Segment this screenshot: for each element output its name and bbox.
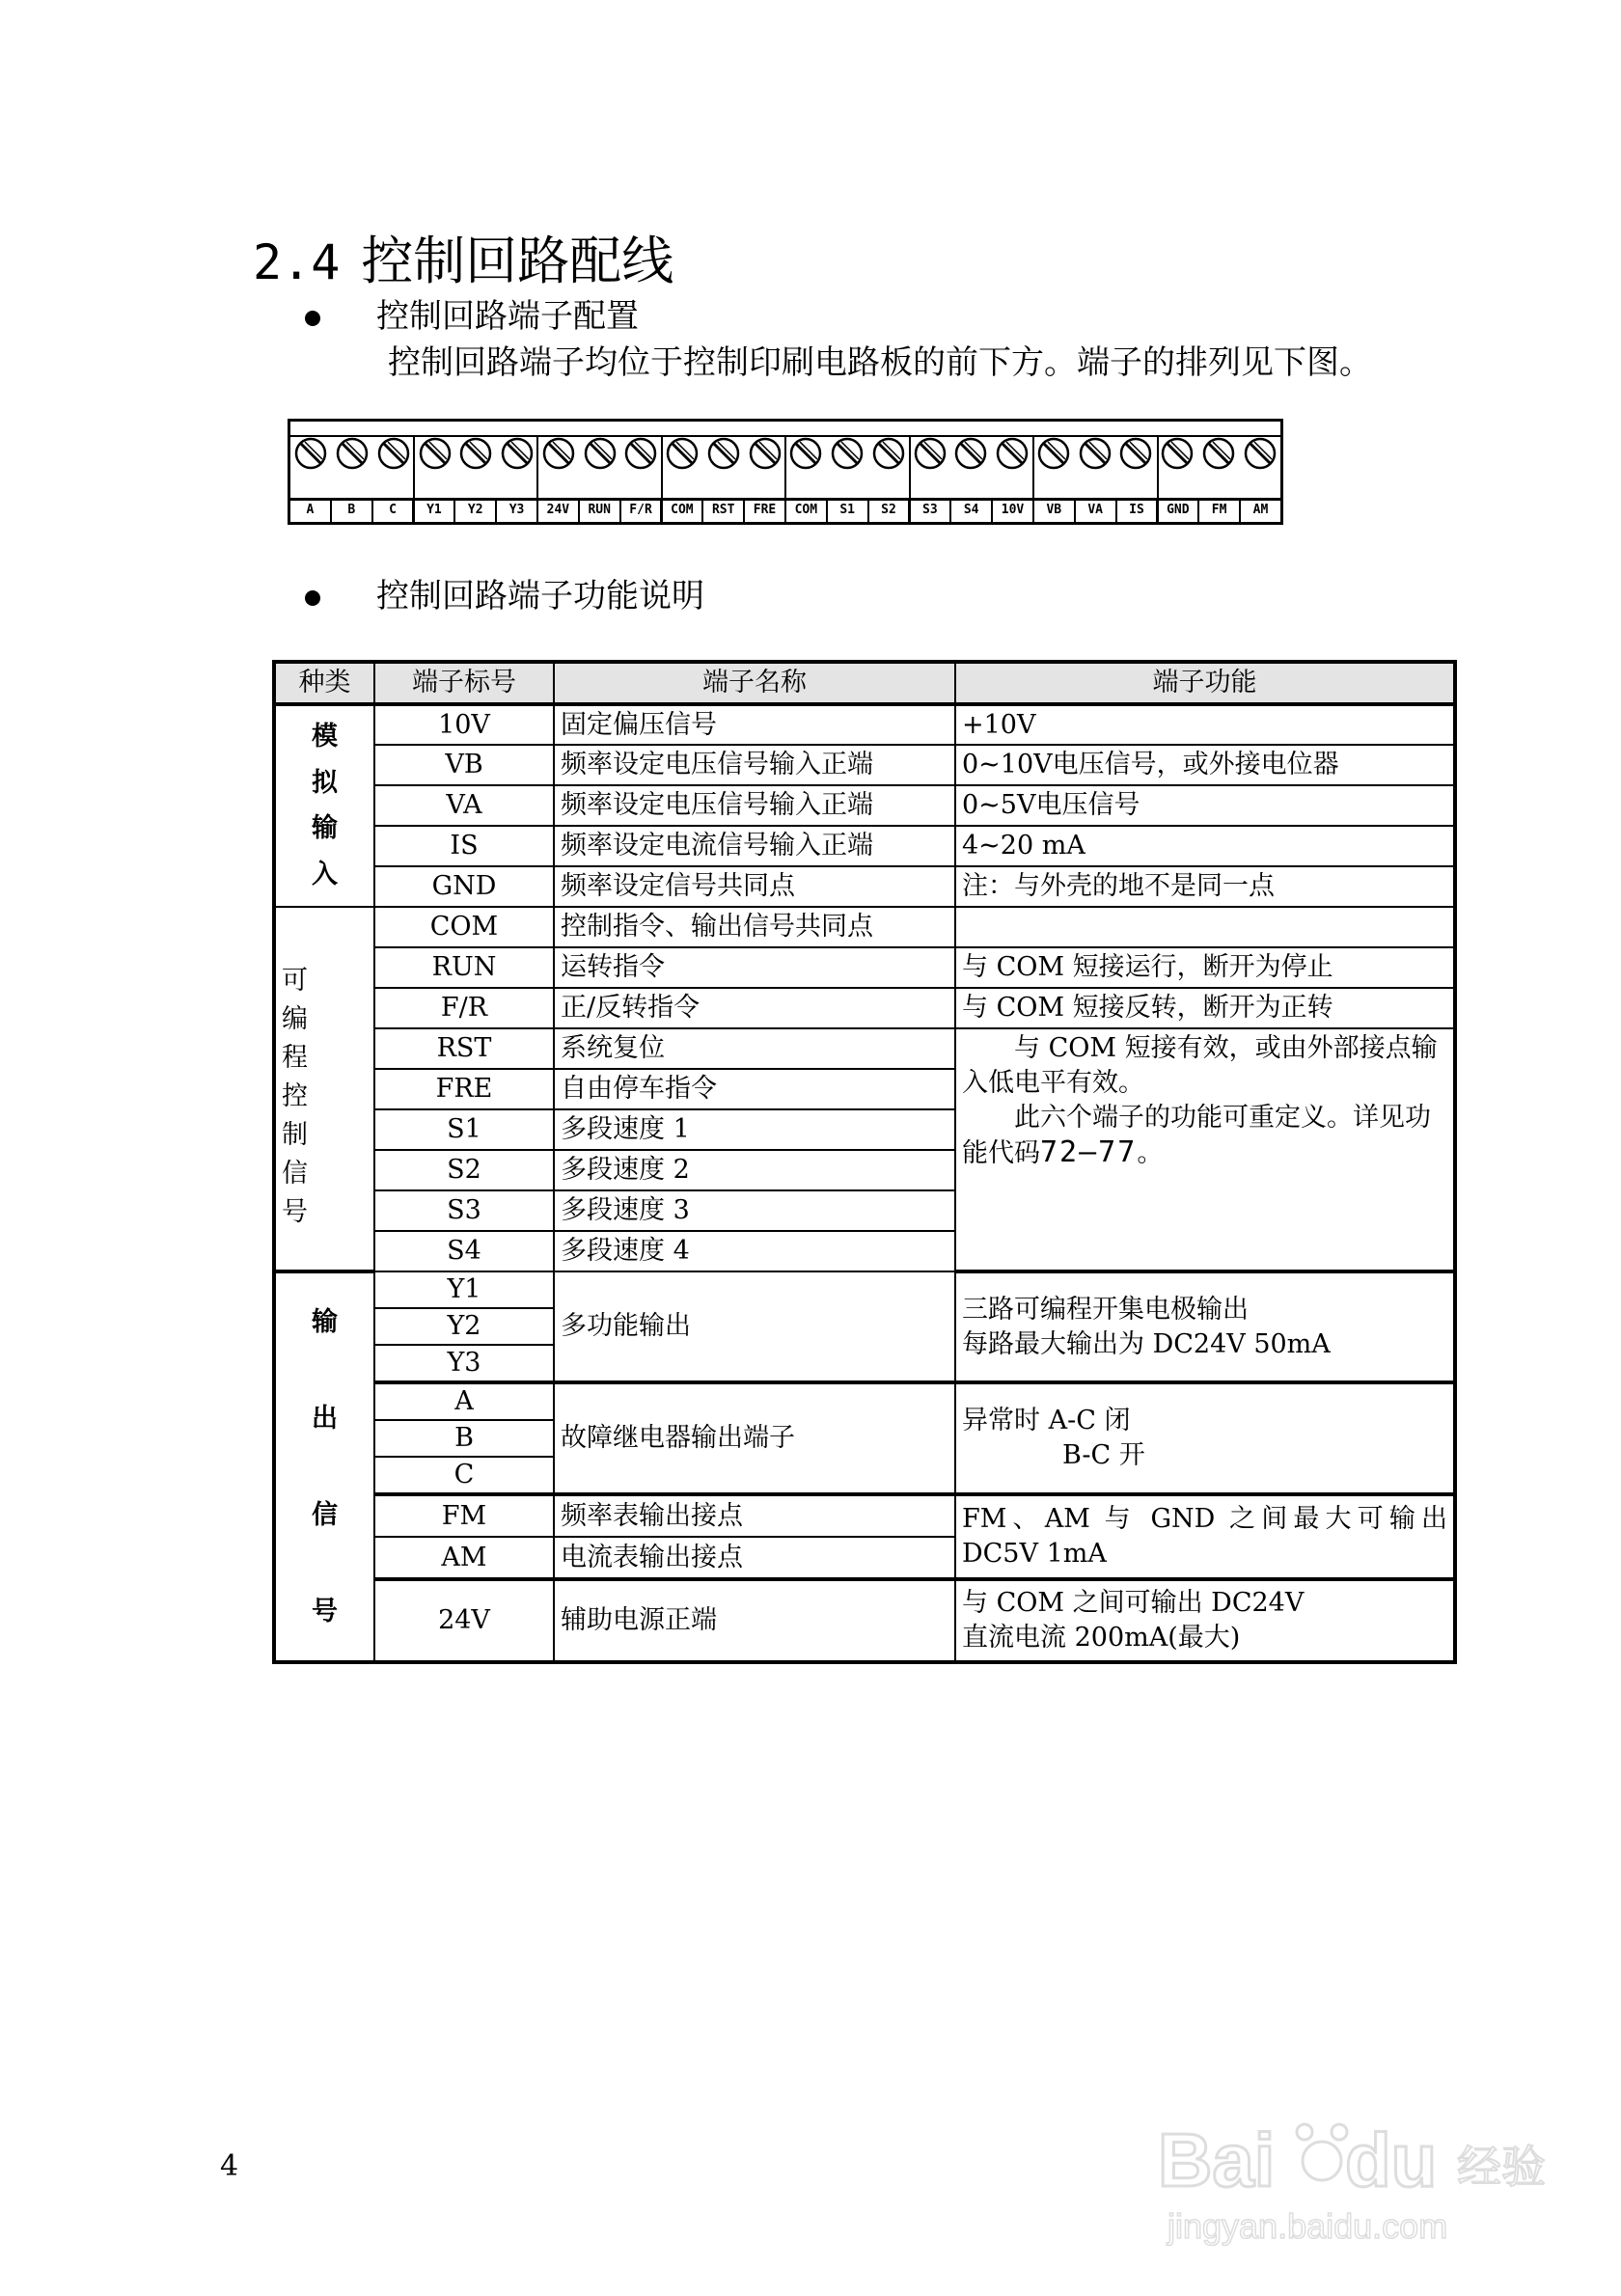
category-analog-char: 入 [312, 859, 338, 889]
category-analog-char: 模 [312, 722, 338, 752]
terminal-code: RST [374, 1028, 554, 1069]
terminal-name: 正/反转指令 [554, 988, 955, 1028]
terminal-code: 24V [374, 1579, 554, 1662]
svg-text:du: du [1345, 2118, 1438, 2202]
category-analog-char: 拟 [312, 767, 338, 798]
terminal-screw-icon [624, 437, 657, 470]
terminal-name: 频率设定电压信号输入正端 [554, 785, 955, 826]
table-row [274, 866, 1455, 907]
terminal-screw-icon [749, 437, 782, 470]
svg-text:jingyan.baidu.com: jingyan.baidu.com [1168, 2206, 1448, 2246]
category-programmable-char: 控 [282, 1080, 308, 1111]
terminal-label-row [290, 498, 1280, 522]
terminal-label: FRE [745, 501, 786, 522]
terminal-code: Y3 [374, 1345, 554, 1382]
terminal-screw-icon [336, 437, 369, 470]
category-programmable-char: 编 [282, 1003, 308, 1034]
header-code: 端子标号 [374, 662, 554, 704]
terminal-label: C [373, 501, 415, 522]
terminal-label: RUN [580, 501, 621, 522]
terminal-function: 异常时 A-C 闭 B-C 开 [955, 1382, 1455, 1494]
terminal-name: 多功能输出 [554, 1271, 955, 1382]
svg-text:Bai: Bai [1158, 2118, 1276, 2202]
bullet-icon [305, 311, 320, 326]
terminal-screw-icon [419, 437, 452, 470]
terminal-label: S2 [869, 501, 911, 522]
terminal-label: B [332, 501, 373, 522]
terminal-screw-icon [872, 437, 905, 470]
terminal-name: 固定偏压信号 [554, 704, 955, 745]
terminal-code: IS [374, 826, 554, 866]
terminal-name: 多段速度 1 [554, 1109, 955, 1150]
terminal-code: COM [374, 907, 554, 947]
terminal-strip-diagram [288, 419, 1283, 525]
merged-function-line1: 与 COM 短接有效，或由外部接点输入低电平有效。 [962, 1033, 1438, 1098]
terminal-code: S4 [374, 1231, 554, 1271]
terminal-name: 多段速度 3 [554, 1190, 955, 1231]
terminal-function-table [272, 660, 1457, 1664]
table-header-row [274, 662, 1455, 704]
terminal-code: C [374, 1457, 554, 1494]
terminal-label: Y3 [497, 501, 538, 522]
function-code-range: 72—77 [1040, 1135, 1138, 1169]
terminal-name: 频率设定电流信号输入正端 [554, 826, 955, 866]
terminal-code: F/R [374, 988, 554, 1028]
terminal-code: GND [374, 866, 554, 907]
terminal-code: RUN [374, 947, 554, 988]
header-function: 端子功能 [955, 662, 1455, 704]
terminal-name: 故障继电器输出端子 [554, 1382, 955, 1494]
terminal-code: VA [374, 785, 554, 826]
terminal-label: Y1 [414, 501, 455, 522]
category-output-char: 输 [312, 1306, 338, 1337]
terminal-function: 与 COM 之间可输出 DC24V 直流电流 200mA(最大) [955, 1579, 1455, 1662]
terminal-screw-icon [1244, 437, 1277, 470]
bullet-terminal-layout [305, 289, 639, 337]
page-number: 4 [220, 2149, 239, 2183]
terminal-function: +10V [955, 704, 1455, 745]
table-row [274, 704, 1455, 745]
terminal-screw-icon [1119, 437, 1152, 470]
terminal-code: S1 [374, 1109, 554, 1150]
category-programmable-char: 制 [282, 1119, 308, 1150]
screw-row [290, 435, 1280, 472]
terminal-label: Y2 [455, 501, 497, 522]
bullet-label: 控制回路端子功能说明 [376, 577, 704, 615]
terminal-code: FRE [374, 1069, 554, 1109]
terminal-screw-icon [789, 437, 822, 470]
terminal-screw-icon [584, 437, 617, 470]
terminal-label: VB [1034, 501, 1076, 522]
terminal-label: S1 [828, 501, 869, 522]
category-programmable-char: 信 [282, 1158, 308, 1189]
terminal-name: 电流表输出接点 [554, 1537, 955, 1579]
terminal-code: AM [374, 1537, 554, 1579]
category-analog-char: 输 [312, 813, 338, 844]
terminal-screw-icon [996, 437, 1029, 470]
terminal-function [955, 907, 1455, 947]
terminal-label: 10V [993, 501, 1034, 522]
category-programmable [274, 907, 374, 1271]
terminal-code: A [374, 1382, 554, 1420]
terminal-name: 系统复位 [554, 1028, 955, 1069]
bullet-label: 控制回路端子配置 [376, 297, 639, 336]
terminal-name: 多段速度 2 [554, 1150, 955, 1190]
terminal-name: 频率设定电压信号输入正端 [554, 745, 955, 785]
terminal-code: Y2 [374, 1308, 554, 1345]
terminal-function: 与 COM 短接反转，断开为正转 [955, 988, 1455, 1028]
bullet-icon [305, 590, 320, 606]
terminal-screw-icon [294, 437, 327, 470]
terminal-function: 三路可编程开集电极输出 每路最大输出为 DC24V 50mA [955, 1271, 1455, 1382]
terminal-screw-icon [914, 437, 947, 470]
terminal-screw-icon [1079, 437, 1112, 470]
terminal-name: 辅助电源正端 [554, 1579, 955, 1662]
terminal-label: S3 [910, 501, 951, 522]
terminal-name: 控制指令、输出信号共同点 [554, 907, 955, 947]
table-row [274, 907, 1455, 947]
terminal-function: 0~10V电压信号，或外接电位器 [955, 745, 1455, 785]
svg-text:经验: 经验 [1457, 2141, 1546, 2193]
table-row [274, 947, 1455, 988]
terminal-label: A [290, 501, 332, 522]
terminal-screw-icon [954, 437, 987, 470]
table-row [274, 1271, 1455, 1308]
terminal-label: FM [1199, 501, 1241, 522]
section-number: 2.4 [253, 234, 341, 290]
terminal-code: S3 [374, 1190, 554, 1231]
terminal-screw-icon [1161, 437, 1194, 470]
terminal-label: AM [1252, 503, 1269, 517]
terminal-screw-icon [666, 437, 699, 470]
table-row [274, 745, 1455, 785]
section-heading: 控制回路配线 [361, 231, 674, 291]
table-row [274, 1494, 1455, 1537]
terminal-label: IS [1117, 501, 1159, 522]
terminal-screw-icon [1037, 437, 1070, 470]
table-row [274, 1028, 1455, 1069]
terminal-screw-icon [831, 437, 864, 470]
category-output-char: 号 [312, 1596, 338, 1626]
table-row [274, 1579, 1455, 1662]
terminal-screw-icon [542, 437, 575, 470]
table-row [274, 785, 1455, 826]
terminal-function: 4~20 mA [955, 826, 1455, 866]
terminal-code: 10V [374, 704, 554, 745]
terminal-name: 运转指令 [554, 947, 955, 988]
terminal-code: VB [374, 745, 554, 785]
terminal-screw-icon [501, 437, 534, 470]
terminal-screw-icon [707, 437, 740, 470]
terminal-label: S4 [951, 501, 993, 522]
terminal-function: 与 COM 短接运行，断开为停止 [955, 947, 1455, 988]
terminal-function: 注：与外壳的地不是同一点 [955, 866, 1455, 907]
merged-function-line2: 此六个端子的功能可重定义。详见功能代码72—77。 [962, 1103, 1431, 1169]
header-name: 端子名称 [554, 662, 955, 704]
terminal-label: COM [786, 501, 828, 522]
terminal-label: GND [1158, 501, 1199, 522]
terminal-label: VA [1076, 501, 1117, 522]
terminal-label: COM [662, 501, 703, 522]
terminal-code: FM [374, 1494, 554, 1537]
terminal-code: B [374, 1420, 554, 1457]
section-title [253, 220, 673, 294]
terminal-function: 0~5V电压信号 [955, 785, 1455, 826]
category-programmable-char: 程 [282, 1042, 308, 1073]
category-analog [274, 704, 374, 907]
terminal-name: 频率设定信号共同点 [554, 866, 955, 907]
table-row [274, 1382, 1455, 1420]
terminal-name: 自由停车指令 [554, 1069, 955, 1109]
terminal-label: F/R [621, 501, 663, 522]
category-programmable-char: 号 [282, 1196, 308, 1227]
terminal-code: S2 [374, 1150, 554, 1190]
category-programmable-char: 可 [282, 965, 308, 996]
table-row [274, 826, 1455, 866]
terminal-screw-icon [1202, 437, 1235, 470]
terminal-label: 24V [538, 501, 580, 522]
bullet-terminal-functions [305, 569, 704, 616]
merged-function-cell [955, 1028, 1455, 1271]
category-output-char: 出 [312, 1403, 338, 1434]
terminal-screw-icon [459, 437, 492, 470]
header-category: 种类 [274, 662, 374, 704]
terminal-code: Y1 [374, 1271, 554, 1308]
terminal-screw-icon [377, 437, 410, 470]
terminal-name: 多段速度 4 [554, 1231, 955, 1271]
paw-icon [1297, 2124, 1347, 2180]
category-output-char: 信 [312, 1499, 338, 1530]
terminal-function: FM、AM 与 GND 之间最大可输出 DC5V 1mA [955, 1494, 1455, 1579]
terminal-name: 频率表输出接点 [554, 1494, 955, 1537]
intro-text: 控制回路端子均位于控制印刷电路板的前下方。端子的排列见下图。 [388, 343, 1372, 382]
terminal-label: RST [703, 501, 745, 522]
table-row [274, 988, 1455, 1028]
baidu-watermark-logo [1139, 2093, 1553, 2257]
category-output [274, 1271, 374, 1662]
